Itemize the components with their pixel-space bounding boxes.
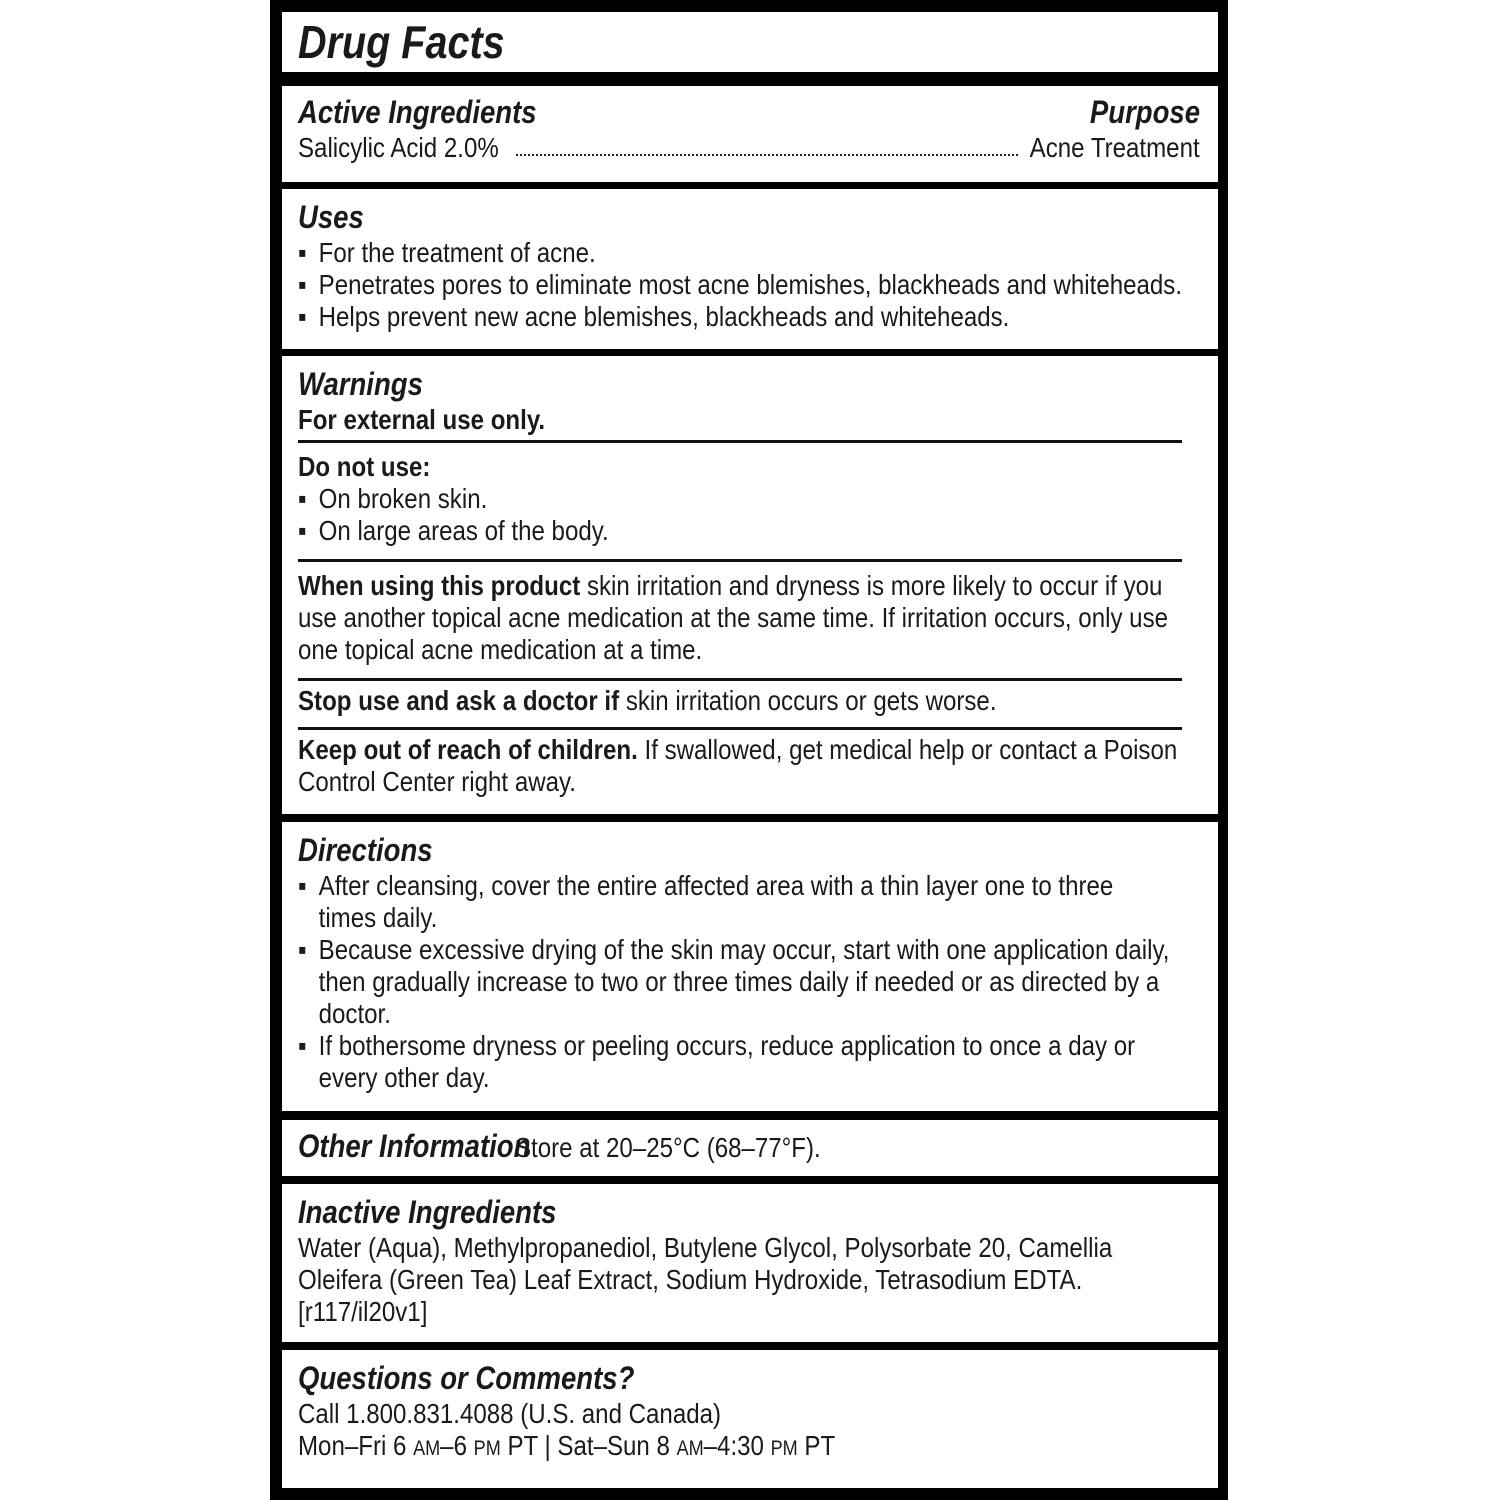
directions-item: ▪ If bothersome dryness or peeling occurs, reduce application to once a day or every other day. (298, 1030, 1179, 1094)
directions-section (282, 822, 1218, 1111)
active-ingredient-purpose: Acne Treatment (1030, 132, 1200, 163)
drug-facts-panel (270, 0, 1228, 1500)
stop-use-text: skin irritation occurs or gets worse. (619, 685, 997, 716)
keep-out-text: If swallowed, get medical help or contact a Poison Control Center right away. (298, 734, 1178, 797)
inactive-ingredients-section (282, 1184, 1218, 1342)
questions-heading: Questions or Comments? (298, 1360, 635, 1396)
leader-dots (516, 154, 1018, 156)
uses-item: ▪ Penetrates pores to eliminate most acne blemishes, blackheads and whiteheads. (298, 269, 1218, 301)
do-not-use-label: Do not use: (298, 451, 431, 482)
active-ingredient-name: Salicylic Acid 2.0% (298, 132, 499, 163)
stop-use-label: Stop use and ask a doctor if (298, 685, 620, 716)
active-ingredient-row (298, 132, 1200, 166)
directions-item: ▪ Because excessive drying of the skin may occur, start with one application daily, then gradually increase to two or three times daily if needed or as directed by a doctor. (298, 934, 1201, 1030)
keep-out-paragraph (298, 734, 1210, 798)
am-label: AM (676, 1437, 704, 1460)
hours-text: –4:30 (703, 1430, 771, 1461)
warnings-section (282, 356, 1218, 814)
hours-text: PT | Sat–Sun 8 (500, 1430, 677, 1461)
directions-item: ▪ After cleansing, cover the entire affected area with a thin layer one to three times daily. (298, 870, 1161, 934)
uses-heading: Uses (298, 199, 364, 235)
do-not-use-block (298, 451, 1218, 547)
when-using-paragraph (298, 570, 1201, 666)
do-not-use-item: ▪ On large areas of the body. (298, 515, 1218, 547)
keep-out-label: Keep out of reach of children. (298, 734, 638, 765)
hours-text: –6 (440, 1430, 474, 1461)
hours (298, 1430, 1218, 1465)
am-label: AM (413, 1437, 441, 1460)
directions-list (298, 870, 1201, 1094)
title-box (282, 12, 1218, 72)
warnings-heading: Warnings (298, 366, 423, 402)
inactive-ingredients-text: Water (Aqua), Methylpropanediol, Butylene Glycol, Polysorbate 20, Camellia Oleifera (Green Tea) Leaf Extract, Sodium Hydroxide, Tetrasodium EDTA. [r117/il20v1] (298, 1232, 1113, 1327)
questions-body (298, 1398, 1218, 1465)
directions-heading: Directions (298, 832, 433, 868)
other-information-row (298, 1126, 1200, 1166)
uses-list (298, 237, 1218, 333)
other-information-text: Store at 20–25°C (68–77°F). (514, 1132, 821, 1163)
when-using-label: When using this product (298, 570, 581, 601)
drug-facts-title: Drug Facts (298, 16, 505, 68)
questions-section (282, 1350, 1218, 1488)
do-not-use-item: ▪ On broken skin. (298, 483, 1218, 515)
hours-text: PT (797, 1430, 836, 1461)
uses-item: ▪ Helps prevent new acne blemishes, blackheads and whiteheads. (298, 301, 1218, 333)
other-information-heading: Other Information (298, 1128, 531, 1164)
uses-section (282, 189, 1218, 349)
pm-label: PM (473, 1437, 501, 1460)
pm-label: PM (770, 1437, 798, 1460)
active-ingredients-section (282, 86, 1218, 182)
other-information-section (282, 1120, 1218, 1176)
external-use-text: For external use only. (298, 404, 546, 435)
uses-item: ▪ For the treatment of acne. (298, 237, 1218, 269)
active-ingredients-heading: Active Ingredients (298, 94, 537, 130)
inactive-ingredients-heading: Inactive Ingredients (298, 1194, 557, 1230)
phone-number: Call 1.800.831.4088 (U.S. and Canada) (298, 1398, 722, 1429)
stop-use-paragraph (298, 685, 1218, 717)
hours-text: Mon–Fri 6 (298, 1430, 414, 1461)
when-using-text: skin irritation and dryness is more likely to occur if you use another topical acne medication at the same time. If irritation occurs, only use one topical acne medication at a time. (298, 570, 1168, 665)
purpose-heading: Purpose (1089, 94, 1200, 130)
